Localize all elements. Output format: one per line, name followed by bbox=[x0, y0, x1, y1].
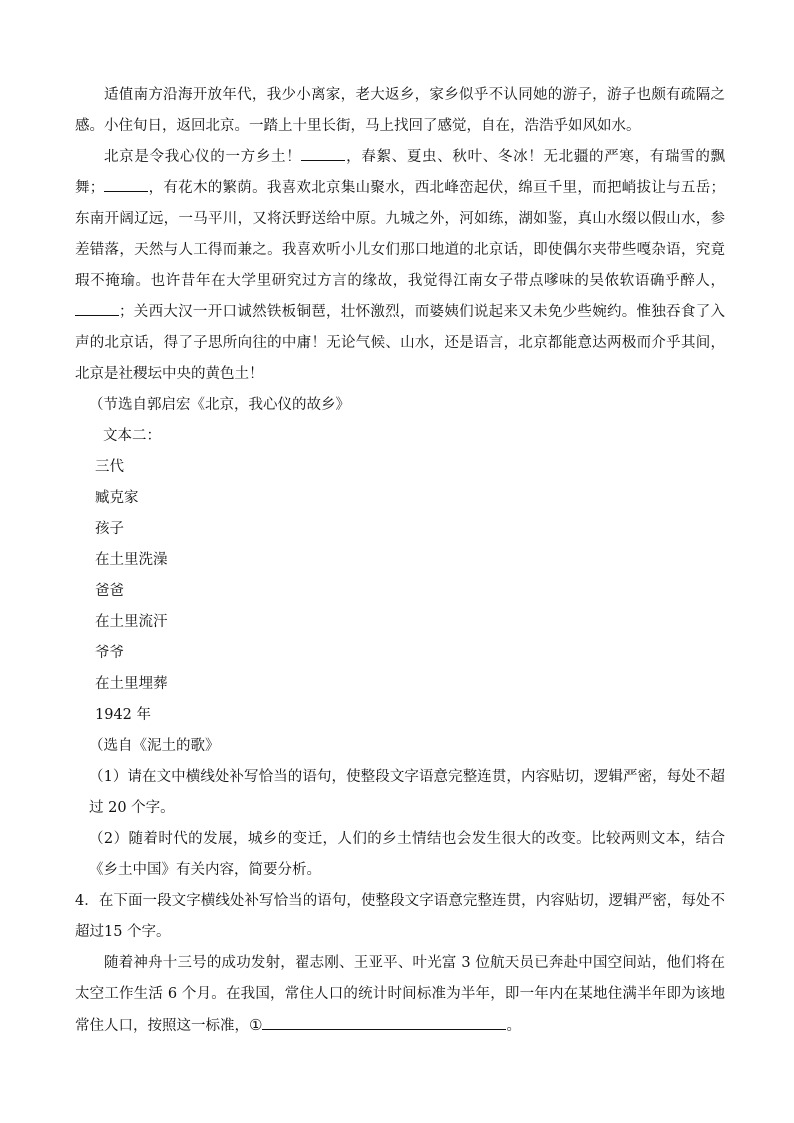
fill-blank-2 bbox=[104, 174, 148, 192]
poem-line: 爸爸 bbox=[95, 583, 124, 599]
text2-heading: 文本二： bbox=[103, 428, 161, 444]
text1-paragraph-1: 适值南方沿海开放年代，我少小离家，老大返乡，家乡似乎不认同她的游子，游子也颇有疏隔之感。小住旬日，返回北京。一踏上十里长街，马上找回了感觉，自在，浩浩乎如风如水。 bbox=[75, 87, 725, 134]
poem-line: 臧克家 bbox=[95, 490, 139, 506]
item-4-paragraph bbox=[75, 948, 725, 1042]
paragraph-2-part-c: ，有花木的繁荫。我喜欢北京集山聚水，西北峰峦起伏，绵亘千里，而把峭拔让与五岳；东南开阔辽远，一马平川，又将沃野送给中原。九城之外，河如练，湖如鉴，真山水缀以假山水，参差错落，天然与人工得而兼之。我喜欢听小儿女们那口地道的北京话，即使偶尔夹带些嘎杂语，究竟瑕不掩瑜。也许昔年在大学里研究过方言的缘故，我觉得江南女子带点嗲味的吴侬软语确乎醉人， bbox=[75, 180, 726, 289]
text1-source: （节选自郭启宏《北京，我心仪的故乡》 bbox=[89, 397, 350, 413]
text2-source: （选自《泥土的歌》 bbox=[89, 738, 220, 754]
question-2: （2）随着时代的发展，城乡的变迁，人们的乡土情结也会发生很大的改变。比较两则文本，结合《乡土中国》有关内容，简要分析。 bbox=[89, 831, 725, 878]
poem-line: 在土里埋葬 bbox=[95, 676, 168, 692]
paragraph-2-part-b: ，春絮、夏虫、秋叶、冬冰！无北疆的严寒，有瑞雪的飘舞； bbox=[75, 149, 726, 196]
poem-line: 爷爷 bbox=[95, 645, 124, 661]
poem-line: 1942 年 bbox=[95, 707, 152, 723]
blank-marker-1: ① bbox=[249, 1016, 263, 1034]
question-1: （1）请在文中横线处补写恰当的语句，使整段文字语意完整连贯，内容贴切，逻辑严密，每处不超过 20 个字。 bbox=[89, 769, 725, 816]
item-4-paragraph-text: 随着神舟十三号的成功发射，翟志刚、王亚平、叶光富 3 位航天员已奔赴中国空间站，他们将在太空工作生活 6 个月。在我国，常住人口的统计时间标准为半年，即一年内在某地住满半年即为该地常住人口，按照这一标准， bbox=[75, 955, 725, 1034]
text1-paragraph-2 bbox=[75, 142, 725, 390]
item-4-prompt: 4．在下面一段文字横线处补写恰当的语句，使整段文字语意完整连贯，内容贴切，逻辑严密，每处不超过15 个字。 bbox=[75, 893, 725, 940]
poem-line: 三代 bbox=[95, 459, 124, 475]
document-content bbox=[75, 80, 725, 1042]
item-4-paragraph-end: 。 bbox=[506, 1018, 521, 1034]
poem-line: 孩子 bbox=[95, 521, 124, 537]
paragraph-2-part-d: ；关西大汉一开口诚然铁板铜琶，壮怀激烈，而婆姨们说起来又未免少些婉约。惟独吞食了入声的北京话，得了子思所向往的中庸！无论气候、山水，还是语言，北京都能意达两极而介乎其间，北京是社稷坛中央的黄色土！ bbox=[75, 304, 725, 382]
poem-line: 在土里流汗 bbox=[95, 614, 168, 630]
fill-blank-1 bbox=[301, 143, 345, 161]
fill-blank-item4-1 bbox=[262, 1012, 506, 1030]
paragraph-2-part-a: 北京是令我心仪的一方乡土！ bbox=[104, 149, 302, 165]
fill-blank-3 bbox=[75, 298, 119, 316]
poem-line: 在土里洗澡 bbox=[95, 552, 168, 568]
